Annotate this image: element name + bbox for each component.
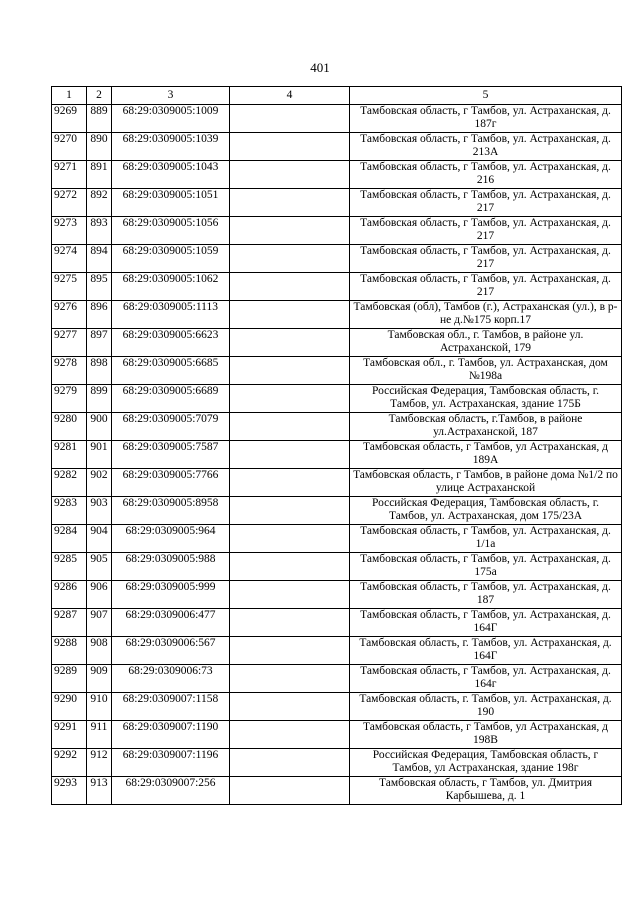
row-number-cell: 9288: [52, 637, 87, 665]
column-4-cell: [230, 497, 350, 525]
row-number-cell: 9278: [52, 357, 87, 385]
table-row: [52, 217, 622, 245]
column-4-cell: [230, 749, 350, 777]
item-index-cell: 897: [87, 329, 112, 357]
row-number-cell: 9272: [52, 189, 87, 217]
row-number-cell: 9273: [52, 217, 87, 245]
row-number-cell: 9280: [52, 413, 87, 441]
cadastral-number-cell: 68:29:0309005:1113: [112, 301, 230, 329]
row-number-cell: 9289: [52, 665, 87, 693]
header-col-4: 4: [230, 87, 350, 105]
column-4-cell: [230, 581, 350, 609]
page-number: 401: [310, 60, 330, 75]
cadastral-number-cell: 68:29:0309007:256: [112, 777, 230, 805]
table-row: [52, 385, 622, 413]
cadastral-number-cell: 68:29:0309005:964: [112, 525, 230, 553]
item-index-cell: 896: [87, 301, 112, 329]
cadastral-number-cell: 68:29:0309005:1059: [112, 245, 230, 273]
cadastral-number-cell: 68:29:0309005:1039: [112, 133, 230, 161]
cadastral-number-cell: 68:29:0309005:1056: [112, 217, 230, 245]
column-4-cell: [230, 161, 350, 189]
row-number-cell: 9291: [52, 721, 87, 749]
item-index-cell: 907: [87, 609, 112, 637]
table-row: [52, 581, 622, 609]
cadastral-number-cell: 68:29:0309005:1062: [112, 273, 230, 301]
row-number-cell: 9277: [52, 329, 87, 357]
row-number-cell: 9284: [52, 525, 87, 553]
table-row: [52, 329, 622, 357]
address-cell: Тамбовская область, г Тамбов, ул. Астраханская, д. 216: [350, 161, 622, 189]
table-row: [52, 413, 622, 441]
cadastral-number-cell: 68:29:0309005:7079: [112, 413, 230, 441]
cadastral-number-cell: 68:29:0309005:7587: [112, 441, 230, 469]
cadastral-number-cell: 68:29:0309005:6685: [112, 357, 230, 385]
item-index-cell: 902: [87, 469, 112, 497]
item-index-cell: 904: [87, 525, 112, 553]
table-row: [52, 777, 622, 805]
address-cell: Тамбовская (обл), Тамбов (г.), Астраханская (ул.), в р-не д.№175 корп.17: [350, 301, 622, 329]
registry-table: [51, 86, 622, 805]
cadastral-number-cell: 68:29:0309007:1190: [112, 721, 230, 749]
table-row: [52, 273, 622, 301]
table-row: [52, 553, 622, 581]
column-4-cell: [230, 413, 350, 441]
item-index-cell: 900: [87, 413, 112, 441]
address-cell: Тамбовская область, г Тамбов, ул. Астраханская, д. 217: [350, 273, 622, 301]
address-cell: Тамбовская область, г Тамбов, ул. Астраханская, д. 164г: [350, 665, 622, 693]
table-row: [52, 357, 622, 385]
row-number-cell: 9285: [52, 553, 87, 581]
address-cell: Тамбовская область, г Тамбов, ул. Астраханская, д. 217: [350, 189, 622, 217]
cadastral-number-cell: 68:29:0309005:7766: [112, 469, 230, 497]
column-4-cell: [230, 665, 350, 693]
address-cell: Тамбовская область, г Тамбов, ул. Астраханская, д. 187: [350, 581, 622, 609]
address-cell: Тамбовская область, г Тамбов, ул. Астраханская, д. 1/1а: [350, 525, 622, 553]
item-index-cell: 912: [87, 749, 112, 777]
table-row: [52, 497, 622, 525]
address-cell: Российская Федерация, Тамбовская область, г Тамбов, ул Астраханская, здание 198г: [350, 749, 622, 777]
table-row: [52, 469, 622, 497]
row-number-cell: 9290: [52, 693, 87, 721]
row-number-cell: 9275: [52, 273, 87, 301]
column-4-cell: [230, 105, 350, 133]
cadastral-number-cell: 68:29:0309006:477: [112, 609, 230, 637]
column-4-cell: [230, 469, 350, 497]
column-4-cell: [230, 245, 350, 273]
address-cell: Тамбовская область, г. Тамбов, ул. Астраханская, д. 164Г: [350, 637, 622, 665]
address-cell: Тамбовская обл., г. Тамбов, в районе ул. Астраханской, 179: [350, 329, 622, 357]
item-index-cell: 909: [87, 665, 112, 693]
column-4-cell: [230, 217, 350, 245]
row-number-cell: 9269: [52, 105, 87, 133]
item-index-cell: 894: [87, 245, 112, 273]
cadastral-number-cell: 68:29:0309005:1043: [112, 161, 230, 189]
table-row: [52, 637, 622, 665]
cadastral-number-cell: 68:29:0309006:567: [112, 637, 230, 665]
table-row: [52, 301, 622, 329]
table-row: [52, 693, 622, 721]
column-4-cell: [230, 301, 350, 329]
item-index-cell: 891: [87, 161, 112, 189]
column-4-cell: [230, 357, 350, 385]
row-number-cell: 9286: [52, 581, 87, 609]
column-4-cell: [230, 273, 350, 301]
table-row: [52, 161, 622, 189]
address-cell: Тамбовская область, г Тамбов, ул. Дмитрия Карбышева, д. 1: [350, 777, 622, 805]
header-col-3: 3: [112, 87, 230, 105]
address-cell: Тамбовская область, г Тамбов, ул. Астраханская, д. 175а: [350, 553, 622, 581]
cadastral-number-cell: 68:29:0309005:1009: [112, 105, 230, 133]
address-cell: Тамбовская область, г Тамбов, ул. Астраханская, д. 187г: [350, 105, 622, 133]
cadastral-number-cell: 68:29:0309005:999: [112, 581, 230, 609]
row-number-cell: 9271: [52, 161, 87, 189]
address-cell: Тамбовская область, г Тамбов, в районе дома №1/2 по улице Астраханской: [350, 469, 622, 497]
item-index-cell: 911: [87, 721, 112, 749]
address-cell: Тамбовская область, г Тамбов, ул Астраханская, д 189А: [350, 441, 622, 469]
table-row: [52, 441, 622, 469]
table-header: [52, 87, 622, 105]
item-index-cell: 903: [87, 497, 112, 525]
cadastral-number-cell: 68:29:0309005:8958: [112, 497, 230, 525]
table-row: [52, 721, 622, 749]
cadastral-number-cell: 68:29:0309005:988: [112, 553, 230, 581]
item-index-cell: 895: [87, 273, 112, 301]
header-col-1: 1: [52, 87, 87, 105]
address-cell: Тамбовская область, г Тамбов, ул. Астраханская, д. 217: [350, 217, 622, 245]
cadastral-number-cell: 68:29:0309007:1196: [112, 749, 230, 777]
header-row: [52, 87, 622, 105]
table-row: [52, 105, 622, 133]
item-index-cell: 889: [87, 105, 112, 133]
item-index-cell: 910: [87, 693, 112, 721]
address-cell: Тамбовская область, г. Тамбов, ул. Астраханская, д. 190: [350, 693, 622, 721]
column-4-cell: [230, 637, 350, 665]
table-row: [52, 133, 622, 161]
item-index-cell: 913: [87, 777, 112, 805]
column-4-cell: [230, 721, 350, 749]
row-number-cell: 9287: [52, 609, 87, 637]
table-row: [52, 525, 622, 553]
address-cell: Тамбовская область, г.Тамбов, в районе ул.Астраханской, 187: [350, 413, 622, 441]
item-index-cell: 899: [87, 385, 112, 413]
table-row: [52, 749, 622, 777]
row-number-cell: 9270: [52, 133, 87, 161]
column-4-cell: [230, 553, 350, 581]
address-cell: Тамбовская обл., г. Тамбов, ул. Астраханская, дом №198а: [350, 357, 622, 385]
row-number-cell: 9279: [52, 385, 87, 413]
column-4-cell: [230, 385, 350, 413]
column-4-cell: [230, 693, 350, 721]
item-index-cell: 893: [87, 217, 112, 245]
table-row: [52, 245, 622, 273]
address-cell: Российская Федерация, Тамбовская область, г. Тамбов, ул. Астраханская, дом 175/23А: [350, 497, 622, 525]
row-number-cell: 9276: [52, 301, 87, 329]
cadastral-number-cell: 68:29:0309005:6623: [112, 329, 230, 357]
cadastral-number-cell: 68:29:0309005:6689: [112, 385, 230, 413]
cadastral-number-cell: 68:29:0309006:73: [112, 665, 230, 693]
item-index-cell: 908: [87, 637, 112, 665]
row-number-cell: 9292: [52, 749, 87, 777]
header-col-5: 5: [350, 87, 622, 105]
row-number-cell: 9282: [52, 469, 87, 497]
row-number-cell: 9293: [52, 777, 87, 805]
column-4-cell: [230, 329, 350, 357]
row-number-cell: 9274: [52, 245, 87, 273]
item-index-cell: 901: [87, 441, 112, 469]
column-4-cell: [230, 777, 350, 805]
address-cell: Тамбовская область, г Тамбов, ул. Астраханская, д. 217: [350, 245, 622, 273]
item-index-cell: 892: [87, 189, 112, 217]
address-cell: Тамбовская область, г Тамбов, ул Астраханская, д 198В: [350, 721, 622, 749]
column-4-cell: [230, 133, 350, 161]
item-index-cell: 906: [87, 581, 112, 609]
column-4-cell: [230, 189, 350, 217]
cadastral-number-cell: 68:29:0309007:1158: [112, 693, 230, 721]
column-4-cell: [230, 441, 350, 469]
table-row: [52, 665, 622, 693]
table-row: [52, 189, 622, 217]
column-4-cell: [230, 609, 350, 637]
row-number-cell: 9283: [52, 497, 87, 525]
header-col-2: 2: [87, 87, 112, 105]
table-row: [52, 609, 622, 637]
table-body: [52, 105, 622, 805]
address-cell: Российская Федерация, Тамбовская область, г. Тамбов, ул. Астраханская, здание 175Б: [350, 385, 622, 413]
address-cell: Тамбовская область, г Тамбов, ул. Астраханская, д. 164Г: [350, 609, 622, 637]
column-4-cell: [230, 525, 350, 553]
item-index-cell: 890: [87, 133, 112, 161]
address-cell: Тамбовская область, г Тамбов, ул. Астраханская, д. 213А: [350, 133, 622, 161]
item-index-cell: 905: [87, 553, 112, 581]
row-number-cell: 9281: [52, 441, 87, 469]
item-index-cell: 898: [87, 357, 112, 385]
cadastral-number-cell: 68:29:0309005:1051: [112, 189, 230, 217]
